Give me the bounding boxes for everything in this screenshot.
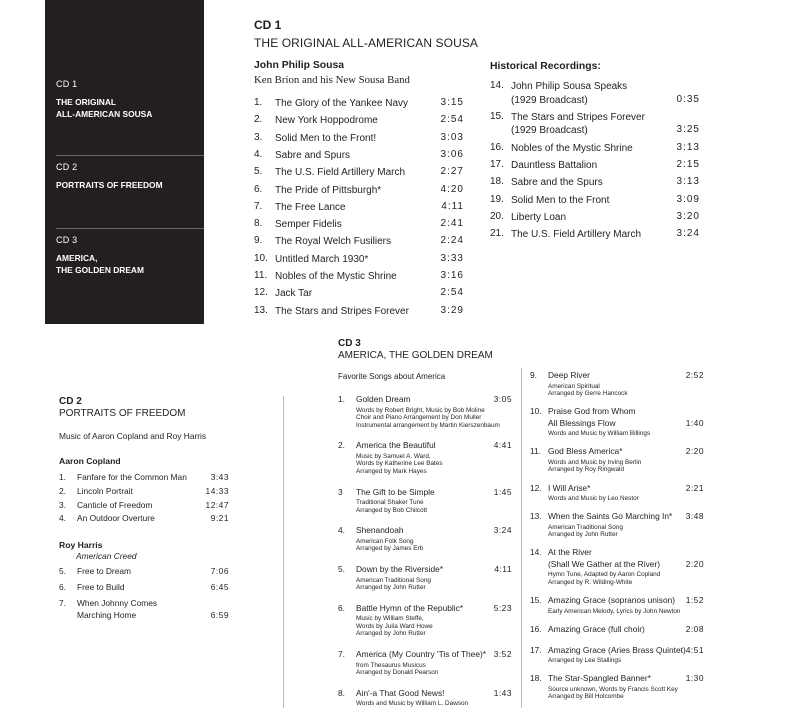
track-title: Down by the Riverside* [356,564,444,574]
track-number: 18. [490,176,504,188]
track-duration: 2:20 [685,558,704,569]
track-duration: 3:33 [440,252,464,264]
track-duration: 2:08 [685,623,704,634]
track-duration: 1:43 [493,687,512,698]
track-row [254,235,464,251]
track-duration: 9:21 [210,513,229,524]
track-title: I Will Arise* [548,482,591,493]
track-title: The Pride of Pittsburgh* [275,184,382,196]
cd2-work-title: American Creed [76,551,137,561]
track-title: Canticle of Freedom [77,499,153,510]
track-title: Free to Build [77,582,125,592]
track-duration: 2:27 [440,166,464,178]
track-row [490,228,700,244]
track-title: Semper Fidelis [275,219,342,231]
track-credits: American Traditional Song Arranged by John Rutter [548,523,623,539]
cd2-intro: Music of Aaron Copland and Roy Harris [59,431,207,441]
track-title: The U.S. Field Artillery March [275,167,406,179]
track-duration: 3:03 [440,131,464,143]
track-credits: American Folk Song Arranged by James Erb [356,537,424,553]
track-title: When the Saints Go Marching In* [548,511,673,522]
track-row [254,132,464,148]
cd2-composer-harris: Roy Harris [59,540,103,550]
sidebar-item-cd2 [45,156,204,229]
track-credits: Words and Music by William L. Dawson [356,700,469,708]
track-number: 1. [338,394,345,404]
sidebar-item-title: THE ORIGINAL ALL-AMERICAN SOUSA [56,97,153,119]
track-number: 5. [254,166,263,178]
track-number: 17. [490,158,504,170]
track-title: The Glory of the Yankee Navy [275,98,409,109]
track-duration: 4:41 [493,440,512,451]
sidebar-item-label: CD 3 [56,235,78,245]
track-credits: Words and Music by Irving Berlin Arranged by Roy Ringwald [548,458,642,474]
sidebar-item-cd3 [45,229,204,324]
track-title: The Free Lance [275,201,346,213]
track-number: 9. [254,235,263,247]
track-row [254,166,464,182]
track-row [254,149,464,165]
track-credits: Traditional Shaker Tune Arranged by Bob Chilcott [356,499,428,514]
track-number: 13. [530,511,542,522]
track-duration: 3:52 [493,649,512,659]
track-duration: 2:54 [440,287,464,299]
track-row [254,97,464,113]
cd3-label: CD 3 [338,338,361,349]
track-title: The Stars and Stripes Forever (1929 Broadcast) [511,111,645,137]
track-title: Fanfare for the Common Man [77,472,187,482]
track-number: 1. [59,472,66,482]
track-title: Praise God from Whom All Blessings Flow [548,406,636,428]
track-duration: 2:54 [440,114,464,126]
track-duration: 3:24 [493,525,512,536]
track-duration: 3:20 [676,210,700,222]
track-title: Free to Dream [77,566,131,576]
track-title: Battle Hymn of the Republic* [356,602,464,613]
sidebar-item-title: AMERICA, THE GOLDEN DREAM [56,253,144,275]
track-number: 3. [59,499,66,510]
track-credits: Early American Melody, Lyrics by John Newton [548,607,681,615]
track-title: America the Beautiful [356,440,436,451]
track-title: Solid Men to the Front [511,194,610,206]
track-number: 16. [530,623,542,634]
track-duration: 5:23 [493,602,512,613]
track-duration: 3:06 [440,148,464,160]
track-title: Jack Tar [275,288,313,300]
track-credits: Music by Samuel A. Ward, Words by Katherine Lee Bates Arranged by Mark Hayes [356,452,443,475]
track-credits: Music by William Steffe, Words by Julia Ward Howe Arranged by John Rutter [356,615,433,638]
track-title: The Star-Spangled Banner* [548,673,651,684]
track-title: The Gift to be Simple [356,486,435,497]
sidebar-item-cd1 [45,0,204,160]
track-number: 12. [254,287,268,299]
track-number: 1. [254,97,263,108]
track-duration: 4:51 [685,644,704,655]
track-row [254,305,464,321]
track-row [254,253,464,269]
track-number: 18. [530,673,542,684]
track-duration: 0:35 [676,93,700,105]
cd2-copland-list [59,472,229,532]
track-number: 16. [490,141,504,153]
track-title: New York Hoppodrome [275,115,378,127]
track-duration: 3:43 [210,472,229,482]
sidebar-item-label: CD 2 [56,162,78,172]
track-title: The Stars and Stripes Forever [275,305,409,317]
track-title: An Outdoor Overture [77,513,155,524]
cd2-title: PORTRAITS OF FREEDOM [59,408,186,419]
track-title: Nobles of the Mystic Shrine [275,271,397,282]
cd3-track-list-left [338,394,512,708]
track-duration: 4:11 [441,200,464,212]
track-title: Liberty Loan [511,211,567,223]
track-row [490,110,700,137]
track-number: 5. [338,564,345,574]
track-duration: 1:45 [493,486,512,497]
track-number: 14. [530,547,542,558]
cd1-label: CD 1 [254,18,282,32]
track-title: Lincoln Portrait [77,485,133,496]
sidebar [45,0,204,324]
track-number: 7. [338,649,345,659]
track-title: America (My Country 'Tis of Thee)* [356,649,487,659]
track-row [254,218,464,234]
track-duration: 14:33 [205,485,229,496]
track-title: Ain'-a That Good News! [356,687,445,698]
track-number: 11. [254,270,268,281]
track-number: 4. [59,513,66,524]
track-number: 11. [530,446,542,457]
track-duration: 2:21 [685,482,704,493]
track-number: 14. [490,80,504,91]
track-duration: 1:52 [685,595,704,605]
track-credits: American Spiritual Arranged by Gerre Hancock [548,382,628,398]
track-duration: 7:06 [210,566,229,576]
track-number: 12. [530,482,542,493]
cd1-title: THE ORIGINAL ALL-AMERICAN SOUSA [254,36,479,50]
track-credits: Words by Robert Bright, Music by Bob Moline Choir and Piano Arrangement by Don Muller Instrumental arrangement by Martin Kierszenbaum [356,406,500,429]
track-number: 4. [338,525,345,536]
track-number: 9. [530,370,537,380]
track-row [254,287,464,303]
track-number: 10. [530,406,542,417]
track-number: 8. [254,218,263,230]
track-duration: 3:48 [685,511,704,522]
historical-heading: Historical Recordings: [490,61,601,72]
sidebar-item-title: PORTRAITS OF FREEDOM [56,180,163,190]
track-row [490,211,700,227]
track-title: John Philip Sousa Speaks (1929 Broadcast) [511,81,628,106]
column-divider [521,368,522,708]
track-credits: Words and Music by William Billings [548,430,651,438]
track-row [254,270,464,286]
track-credits: from Thesaurus Musicus Arranged by Donald Pearson [356,661,439,677]
track-row [490,194,700,210]
track-number: 13. [254,304,268,316]
track-title: Untitled March 1930* [275,253,369,265]
track-duration: 1:30 [685,673,704,684]
track-duration: 12:47 [205,499,229,510]
track-title: God Bless America* [548,446,623,457]
track-credits: Words and Music by Leo Nestor [548,495,639,502]
cd1-performer: Ken Brion and his New Sousa Band [254,74,410,86]
track-duration: 2:20 [685,446,704,457]
historical-track-list [490,80,700,250]
track-title: When Johnny Comes Marching Home [77,598,158,620]
track-duration: 2:41 [440,218,464,230]
track-number: 7. [254,200,263,212]
track-title: Golden Dream [356,394,411,404]
column-divider [283,396,284,708]
track-number: 20. [490,210,504,222]
track-row [490,142,700,158]
track-duration: 3:13 [676,141,700,153]
track-credits: Arranged by Lee Stallings [548,657,622,665]
cd3-title: AMERICA, THE GOLDEN DREAM [338,350,493,361]
track-duration: 3:15 [440,97,464,108]
track-number: 7. [59,598,66,608]
track-duration: 2:15 [676,158,700,170]
track-credits: Hymn Tune, Adapted by Aaron Copland Arranged by R. Wilding-White [548,571,661,586]
track-number: 6. [338,602,345,613]
track-duration: 3:05 [493,394,512,404]
track-number: 10. [254,252,268,264]
track-number: 19. [490,193,504,205]
cd1-track-list [254,97,464,327]
track-number: 8. [338,687,345,698]
track-number: 2. [59,485,66,496]
track-number: 15. [490,110,504,122]
track-duration: 3:13 [676,176,700,188]
track-duration: 4:11 [494,564,512,574]
track-row [490,176,700,192]
track-duration: 1:40 [685,417,704,428]
track-duration: 4:20 [440,183,464,195]
track-number: 2. [254,114,263,126]
cd2-composer-copland: Aaron Copland [59,456,121,466]
track-credits: Source unknown, Words by Francis Scott Key Arranged by Bill Holcombe [548,685,678,701]
track-title: Shenandoah [356,525,404,536]
track-title: Amazing Grace (sopranos unison) [548,595,676,605]
track-row [490,80,700,106]
track-number: 3. [254,131,263,143]
track-title: Nobles of the Mystic Shrine [511,142,633,154]
track-title: Solid Men to the Front! [275,132,377,144]
track-number: 17. [530,644,542,655]
track-title: Deep River [548,370,590,380]
track-number: 5. [59,566,66,576]
track-number: 2. [338,440,345,451]
track-number: 6. [254,183,263,195]
track-duration: 3:29 [440,304,464,316]
track-title: Amazing Grace (full choir) [548,623,645,634]
cd3-intro: Favorite Songs about America [338,372,446,381]
track-title: Amazing Grace (Aries Brass Quintet) [548,644,686,655]
track-number: 6. [59,582,66,592]
track-row [490,159,700,175]
track-duration: 2:52 [685,370,704,380]
track-title: The U.S. Field Artillery March [511,229,642,241]
track-duration: 3:24 [676,228,700,240]
track-duration: 3:16 [440,270,464,281]
cd3-track-list-right [530,370,704,710]
track-row [254,201,464,217]
track-title: Sabre and the Spurs [511,177,603,189]
track-duration: 3:25 [676,124,700,136]
track-title: Dauntless Battalion [511,159,598,171]
track-duration: 6:59 [210,609,229,620]
cd2-harris-list [59,566,229,626]
track-duration: 2:24 [440,235,464,247]
track-number: 21. [490,228,504,240]
sidebar-item-label: CD 1 [56,79,78,89]
track-duration: 3:09 [676,193,700,205]
track-number: 3 [338,486,343,497]
track-title: Sabre and Spurs [275,149,351,161]
track-duration: 6:45 [210,582,229,592]
cd2-label: CD 2 [59,396,82,407]
track-row [254,114,464,130]
track-number: 15. [530,595,542,605]
track-title: The Royal Welch Fusiliers [275,236,391,248]
track-number: 4. [254,148,263,160]
track-row [254,184,464,200]
track-credits: American Traditional Song Arranged by John Rutter [356,576,431,592]
cd1-composer: John Philip Sousa [254,60,345,71]
track-title: At the River (Shall We Gather at the River) [548,547,661,569]
